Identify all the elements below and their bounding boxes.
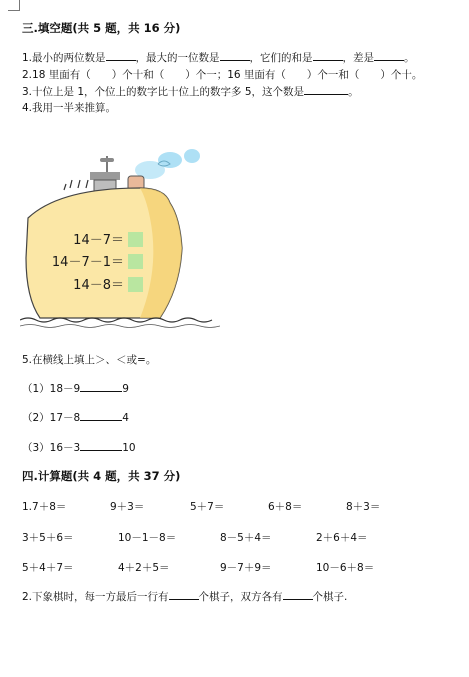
- q1-part3: ，它们的和是: [249, 52, 313, 64]
- q1-part2: ，最大的一位数是: [135, 52, 220, 64]
- calc-row2-item-2: 10－1－8＝: [118, 532, 177, 544]
- calc-row1-item-3: 5＋7＝: [190, 501, 225, 513]
- q1-blank-1[interactable]: [106, 51, 136, 61]
- q5-item-3-blank[interactable]: [80, 441, 122, 451]
- q5-item-1-blank[interactable]: [80, 382, 122, 392]
- calc-row3-item-1: 5＋4＋7＝: [22, 562, 74, 574]
- section4-question-2: [22, 589, 347, 604]
- smoke-cloud-icon: [184, 149, 200, 163]
- calc-row2-item-4: 2＋6＋4＝: [316, 532, 368, 544]
- q1-blank-2[interactable]: [220, 51, 250, 61]
- q5-item-1-label: （1）18－9: [22, 383, 81, 395]
- q1-part5: 。: [404, 52, 415, 64]
- s4q2-part2: 个棋子，双方各有: [198, 591, 283, 603]
- calc-row2-item-3: 8－5＋4＝: [220, 532, 272, 544]
- calc-row2-item-1: 3＋5＋6＝: [22, 532, 74, 544]
- q5-item-2-label: （2）17－8: [22, 412, 81, 424]
- ship-equation-3: 14－8＝: [73, 278, 124, 293]
- calc-row1-item-1: 1.7＋8＝: [22, 501, 67, 513]
- calc-row1-item-5: 8＋3＝: [346, 501, 381, 513]
- q1-blank-3[interactable]: [313, 51, 343, 61]
- section3-title: 三.填空题(共 5 题，共 16 分): [22, 21, 181, 35]
- q3-text: 3.十位上是 1，个位上的数字比十位上的数字多 5，这个数是: [22, 86, 305, 98]
- question-5-prompt: 5.在横线上填上＞、＜或=。: [22, 354, 157, 366]
- radar-icon: [100, 158, 114, 162]
- s4q2-blank-2[interactable]: [283, 590, 313, 600]
- q1-part1: 1.最小的两位数是: [22, 52, 106, 64]
- s4q2-part1: 2.下象棋时，每一方最后一行有: [22, 591, 169, 603]
- q1-part4: ，差是: [342, 52, 375, 64]
- calc-row3-item-2: 4＋2＋5＝: [118, 562, 170, 574]
- page-corner-mark-v: [19, 0, 20, 11]
- q5-item-1-right: 9: [122, 383, 129, 395]
- q5-item-3: [22, 440, 136, 455]
- question-4: 4.我用一半来推算。: [22, 102, 117, 114]
- question-1: [22, 50, 415, 65]
- section4-title: 四.计算题(共 4 题，共 37 分): [22, 469, 181, 483]
- calc-row3-item-4: 10－6＋8＝: [316, 562, 375, 574]
- s4q2-blank-1[interactable]: [169, 590, 199, 600]
- question-2: 2.18 里面有（ ）个十和（ ）个一；16 里面有（ ）个一和（ ）个十。: [22, 69, 423, 81]
- ship-equation-2: 14－7－1＝: [51, 255, 124, 270]
- calc-row1-item-2: 9＋3＝: [110, 501, 145, 513]
- q3-blank[interactable]: [304, 85, 348, 95]
- q1-blank-4[interactable]: [374, 51, 404, 61]
- q3-end: 。: [348, 86, 359, 98]
- answer-box[interactable]: [128, 277, 143, 292]
- calc-row3-item-3: 9－7＋9＝: [220, 562, 272, 574]
- question-3: [22, 84, 359, 99]
- answer-box[interactable]: [128, 254, 143, 269]
- q5-item-3-right: 10: [122, 442, 136, 454]
- calc-row1-item-4: 6＋8＝: [268, 501, 303, 513]
- q5-item-3-label: （3）16－3: [22, 442, 81, 454]
- q5-item-2-right: 4: [122, 412, 129, 424]
- ship-equation-1: 14－7＝: [73, 233, 124, 248]
- ship-illustration: [20, 148, 220, 333]
- q5-item-2: [22, 410, 129, 425]
- s4q2-part3: 个棋子.: [312, 591, 348, 603]
- q5-item-1: [22, 381, 129, 396]
- q5-item-2-blank[interactable]: [80, 411, 122, 421]
- answer-box[interactable]: [128, 232, 143, 247]
